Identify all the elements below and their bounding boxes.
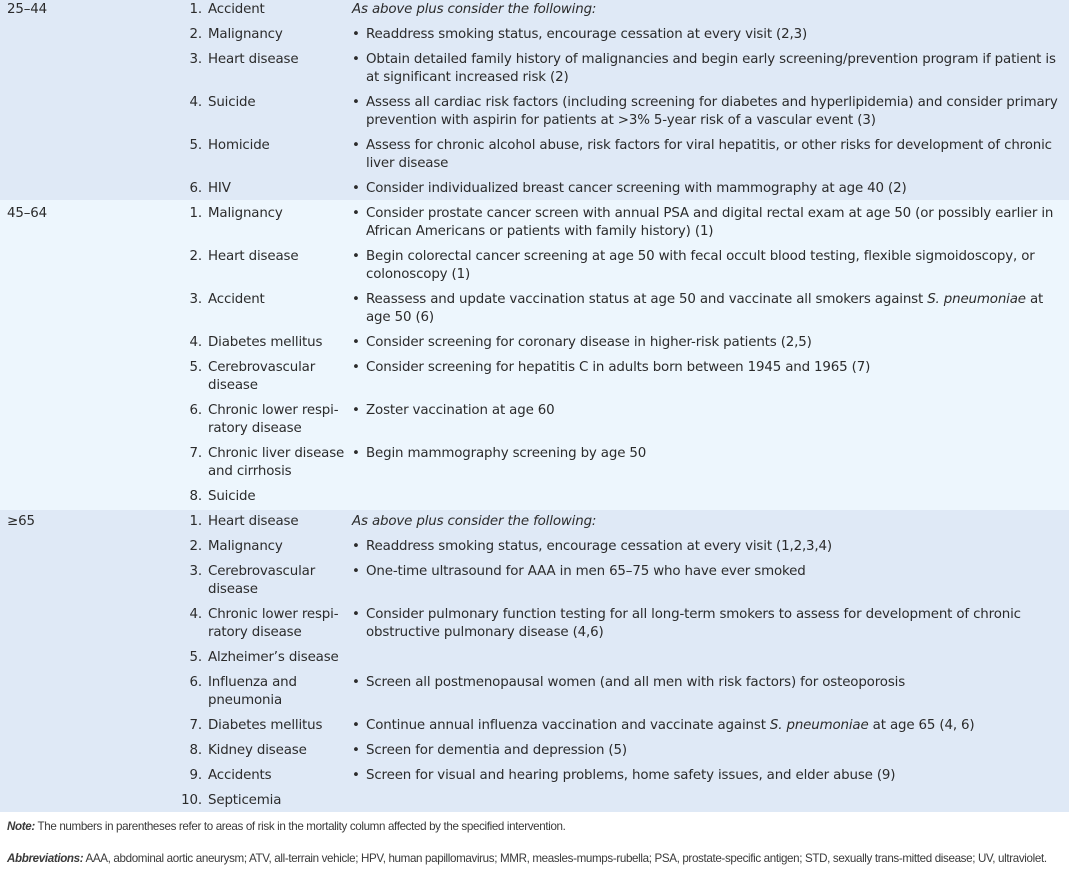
bullet: • <box>352 718 360 733</box>
recommendation <box>366 291 1066 327</box>
cause-of-death: Chronic lower respi-ratory disease <box>208 403 339 436</box>
recommendation: Consider individualized breast cancer screening with mammography at age 40 (2) <box>366 181 907 196</box>
cause-of-death: HIV <box>208 181 231 196</box>
rank-number: 4. <box>189 95 202 110</box>
rank-number: 8. <box>189 743 202 758</box>
bullet: • <box>352 607 360 622</box>
cause-of-death: Chronic lower respi-ratory disease <box>208 607 339 640</box>
bullet: • <box>352 52 360 67</box>
bullet: • <box>352 564 360 579</box>
cause-of-death: Chronic liver disease and cirrhosis <box>208 446 345 479</box>
recommendation-text: at age 65 (4, 6) <box>868 718 975 733</box>
cause-of-death: Malignancy <box>208 539 283 554</box>
note-text: The numbers in parentheses refer to areas of risk in the mortality column affected by the specified intervention. <box>34 820 566 833</box>
rank-number: 4. <box>189 607 202 622</box>
recommendation: Consider prostate cancer screen with annual PSA and digital rectal exam at age 50 (or possibly earlier in African Americans or patients with family history) (1) <box>366 206 1054 239</box>
recommendation <box>366 717 1066 735</box>
rank-number: 2. <box>189 539 202 554</box>
recommendation: Begin mammography screening by age 50 <box>366 446 647 461</box>
cause-of-death: Heart disease <box>208 52 299 67</box>
cause-of-death: Accident <box>208 292 265 307</box>
recommendation: Screen all postmenopausal women (and all men with risk factors) for osteoporosis <box>366 675 906 690</box>
cause-of-death: Cerebrovascular disease <box>208 564 316 597</box>
age-group: 25–44 <box>7 2 48 17</box>
cause-of-death: Malignancy <box>208 206 283 221</box>
rank-number: 2. <box>189 27 202 42</box>
rank-number: 6. <box>189 675 202 690</box>
cause-of-death: Malignancy <box>208 27 283 42</box>
rank-number: 9. <box>189 768 202 783</box>
cause-of-death: Suicide <box>208 489 256 504</box>
bullet: • <box>352 138 360 153</box>
intro-text: As above plus consider the following: <box>352 2 597 17</box>
recommendation-text: Continue annual influenza vaccination and vaccinate against <box>366 718 770 733</box>
bullet: • <box>352 95 360 110</box>
species-name: S. pneumoniae <box>769 718 869 733</box>
recommendation: Consider pulmonary function testing for all long-term smokers to assess for development of chronic obstructive pulmonary disease (4,6) <box>366 607 1021 640</box>
bullet: • <box>352 743 360 758</box>
abbreviations-text: AAA, abdominal aortic aneurysm; ATV, all-terrain vehicle; HPV, human papillomavirus; MMR, measles-mumps-rubella; PSA, prostate-specific antigen; STD, sexually trans-mitted disease; UV, ultraviolet. <box>83 852 1047 865</box>
rank-number: 7. <box>189 446 202 461</box>
table-abbreviations <box>7 850 1062 867</box>
rank-number: 3. <box>189 564 202 579</box>
bullet: • <box>352 403 360 418</box>
rank-number: 6. <box>189 403 202 418</box>
bullet: • <box>352 181 360 196</box>
bullet: • <box>352 539 360 554</box>
recommendation: Obtain detailed family history of malignancies and begin early screening/prevention program if patient is at significant increased risk (2) <box>366 52 1056 85</box>
note-label: Note: <box>7 820 35 833</box>
recommendation: One-time ultrasound for AAA in men 65–75 who have ever smoked <box>366 564 806 579</box>
cause-of-death: Heart disease <box>208 249 299 264</box>
cause-of-death: Diabetes mellitus <box>208 335 323 350</box>
recommendation-text: Reassess and update vaccination status at age 50 and vaccinate all smokers against <box>366 292 928 307</box>
cause-of-death: Cerebrovascular disease <box>208 360 316 393</box>
rank-number: 2. <box>189 249 202 264</box>
cause-of-death: Suicide <box>208 95 256 110</box>
recommendation: Zoster vaccination at age 60 <box>366 403 555 418</box>
cause-of-death: Heart disease <box>208 514 299 529</box>
rank-number: 7. <box>189 718 202 733</box>
rank-number: 10. <box>181 793 202 808</box>
recommendation: Begin colorectal cancer screening at age 50 with fecal occult blood testing, flexible sigmoidoscopy, or colonoscopy (1) <box>366 249 1035 282</box>
recommendation: Consider screening for hepatitis C in adults born between 1945 and 1965 (7) <box>366 360 871 375</box>
rank-number: 1. <box>189 2 202 17</box>
recommendation: Assess all cardiac risk factors (including screening for diabetes and hyperlipidemia) and consider primary prevention with aspirin for patients at >3% 5-year risk of a vascular event (3) <box>366 95 1058 128</box>
rank-number: 6. <box>189 181 202 196</box>
cause-of-death: Accident <box>208 2 265 17</box>
cause-of-death: Alzheimer’s disease <box>208 650 339 665</box>
recommendation: Screen for dementia and depression (5) <box>366 743 627 758</box>
rank-number: 1. <box>189 514 202 529</box>
cause-of-death: Influenza and pneumonia <box>208 675 297 708</box>
abbreviations-label: Abbreviations: <box>7 852 84 865</box>
bullet: • <box>352 206 360 221</box>
recommendation: Readdress smoking status, encourage cessation at every visit (1,2,3,4) <box>366 539 832 554</box>
cause-of-death: Homicide <box>208 138 270 153</box>
rank-number: 1. <box>189 206 202 221</box>
rank-number: 8. <box>189 489 202 504</box>
age-band-45-64 <box>0 200 1069 510</box>
recommendation: Screen for visual and hearing problems, home safety issues, and elder abuse (9) <box>366 768 896 783</box>
bullet: • <box>352 292 360 307</box>
rank-number: 5. <box>189 650 202 665</box>
bullet: • <box>352 446 360 461</box>
cause-of-death: Kidney disease <box>208 743 307 758</box>
rank-number: 5. <box>189 360 202 375</box>
bullet: • <box>352 360 360 375</box>
rank-number: 4. <box>189 335 202 350</box>
bullet: • <box>352 768 360 783</box>
species-name: S. pneumoniae <box>927 292 1026 307</box>
table-note <box>7 818 1062 835</box>
rank-number: 5. <box>189 138 202 153</box>
bullet: • <box>352 27 360 42</box>
cause-of-death: Septicemia <box>208 793 282 808</box>
rank-number: 3. <box>189 52 202 67</box>
recommendation-text: at age 50 (6) <box>366 292 1044 325</box>
age-group: 45–64 <box>7 206 48 221</box>
bullet: • <box>352 335 360 350</box>
rank-number: 3. <box>189 292 202 307</box>
recommendation: Assess for chronic alcohol abuse, risk factors for viral hepatitis, or other risks for development of chronic liver disease <box>366 138 1052 171</box>
bullet: • <box>352 675 360 690</box>
recommendation: Consider screening for coronary disease in higher-risk patients (2,5) <box>366 335 812 350</box>
bullet: • <box>352 249 360 264</box>
age-group: ≥65 <box>7 514 35 529</box>
cause-of-death: Accidents <box>208 768 272 783</box>
recommendation: Readdress smoking status, encourage cessation at every visit (2,3) <box>366 27 808 42</box>
cause-of-death: Diabetes mellitus <box>208 718 323 733</box>
intro-text: As above plus consider the following: <box>352 514 597 529</box>
